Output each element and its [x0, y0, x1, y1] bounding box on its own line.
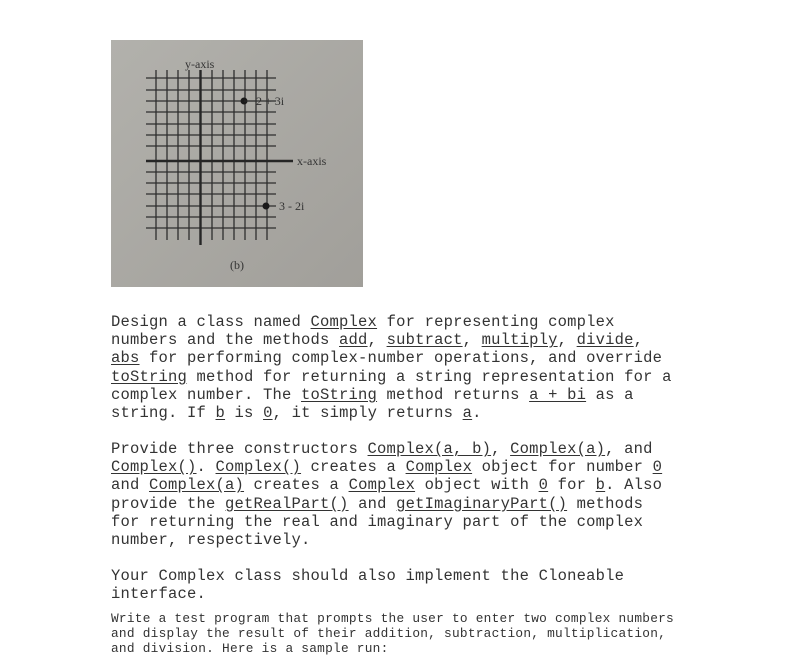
complex-plane-figure: [111, 40, 363, 287]
text-line: toString method for returning a string representation for a: [111, 367, 672, 386]
point-3-minus-2i: [263, 203, 270, 210]
x-axis-label: x-axis: [297, 154, 327, 168]
text-line: numbers and the methods add, subtract, multiply, divide,: [111, 331, 644, 350]
text-line: abs for performing complex-number operations, and override: [111, 349, 663, 368]
figure-caption: (b): [230, 258, 244, 272]
paragraph-constructors: [111, 440, 662, 549]
y-axis-label: y-axis: [185, 57, 215, 71]
point-2-label: 3 - 2i: [279, 199, 305, 213]
paragraph-test-program: [111, 611, 674, 656]
paragraph-class-design: [111, 313, 672, 422]
text-line: and division. Here is a sample run:: [111, 641, 389, 656]
point-1-label: 2 + 3i: [256, 94, 285, 108]
text-line: complex number. The toString method returns a + bi as a: [111, 385, 634, 404]
text-line: Design a class named Complex for representing complex: [111, 313, 615, 331]
text-line: Your Complex class should also implement the Cloneable: [111, 567, 625, 585]
text-line: number, respectively.: [111, 531, 311, 550]
text-line: interface.: [111, 585, 207, 604]
text-line: Complex(). Complex() creates a Complex object for number 0: [111, 458, 663, 477]
text-line: provide the getRealPart() and getImaginaryPart() methods: [111, 494, 644, 513]
text-line: string. If b is 0, it simply returns a.: [111, 404, 482, 423]
text-line: for returning the real and imaginary part of the complex: [111, 512, 644, 531]
text-line: and display the result of their addition, subtraction, multiplication,: [111, 626, 667, 641]
text-line: and Complex(a) creates a Complex object with 0 for b. Also: [111, 476, 663, 495]
paragraph-cloneable: [111, 567, 624, 603]
text-line: Write a test program that prompts the user to enter two complex numbers: [111, 611, 674, 626]
text-line: Provide three constructors Complex(a, b), Complex(a), and: [111, 440, 653, 458]
